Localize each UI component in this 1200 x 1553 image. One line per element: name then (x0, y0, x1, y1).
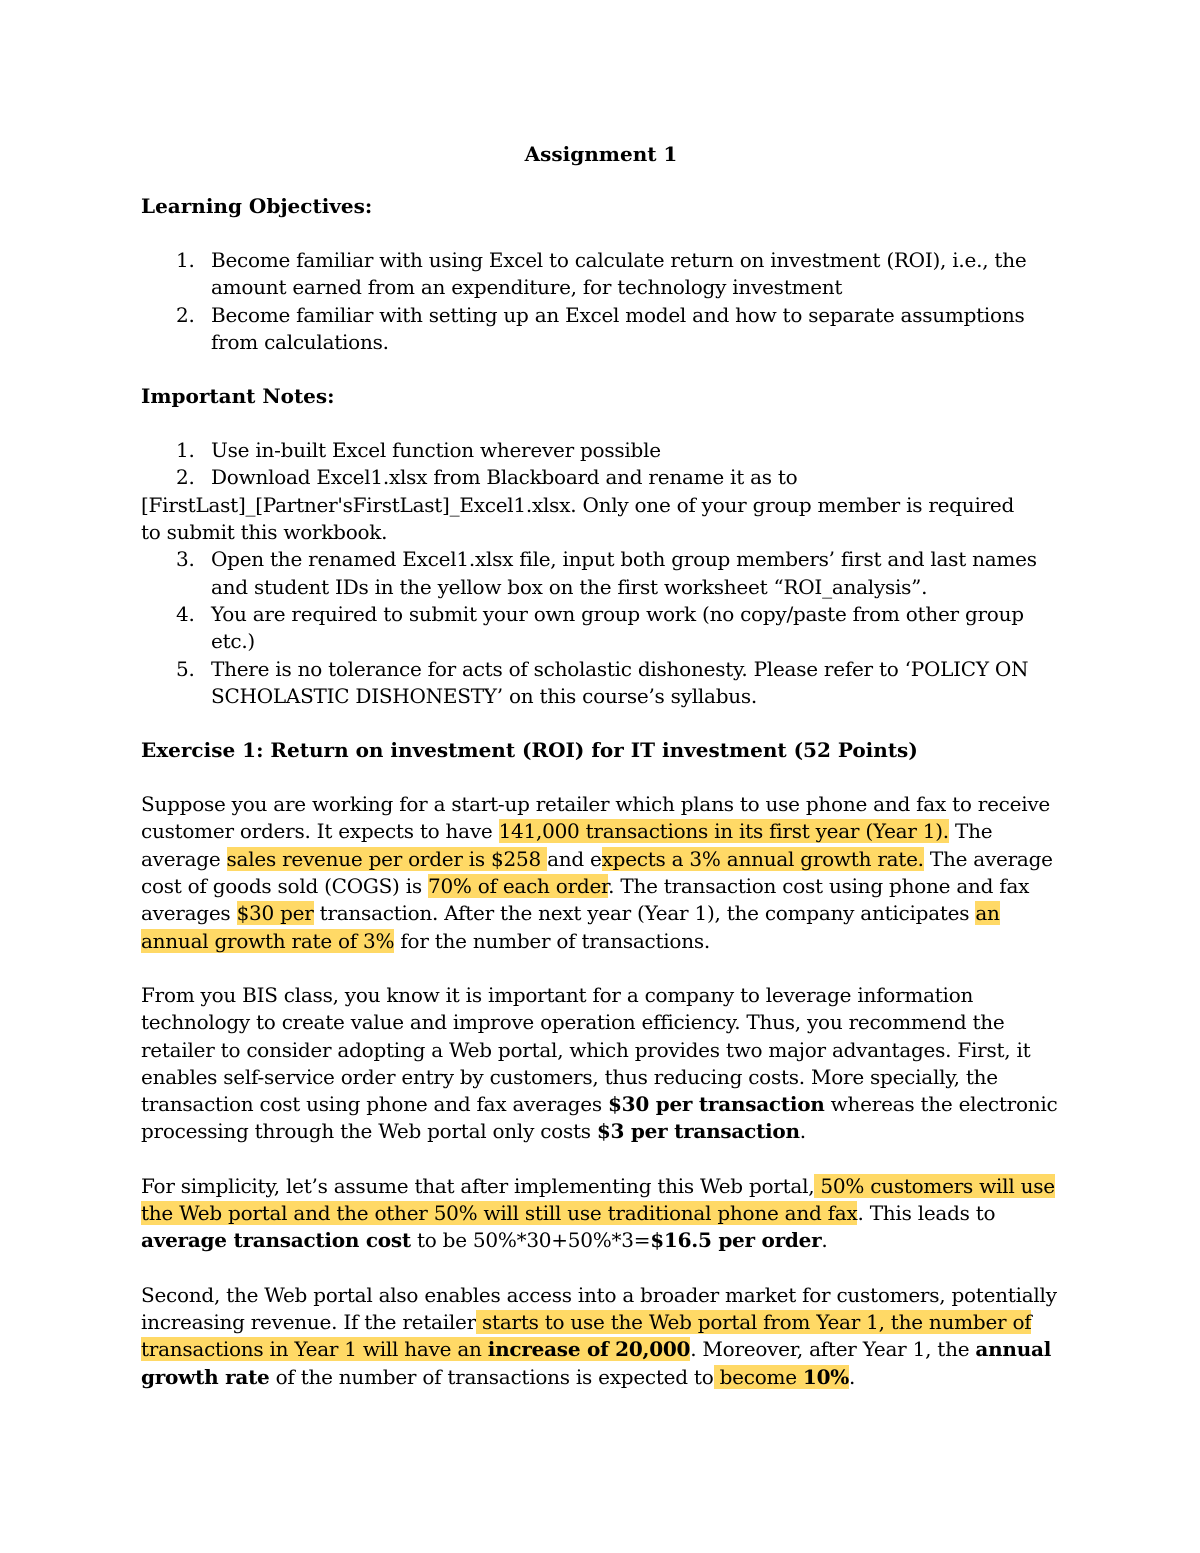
highlight: $30 per (236, 901, 314, 926)
notes-list-part-1 (141, 437, 1061, 492)
bold-text: $30 per transaction (608, 1092, 825, 1117)
page-title: Assignment 1 (524, 142, 678, 166)
list-item: 1. Become familiar with using Excel to calculate return on investment (ROI), i.e., the amount earned from an expenditure, for technology investment (176, 248, 1027, 300)
highlight: 50% customers will use the Web portal and the other 50% will still use traditional phone and fax (141, 1173, 1055, 1226)
important-notes-list (141, 437, 1061, 710)
exercise-paragraph-3: For simplicity, let’s assume that after implementing this Web portal, 50% customers will use the Web portal and the other 50% will still use traditional phone and fax. This leads to average transaction cost to be 50%*30+50%*3=$16.5 per order. (141, 1173, 1055, 1253)
list-item-continuation: to submit this workbook. (141, 520, 388, 545)
list-item: 3. Open the renamed Excel1.xlsx file, input both group members’ first and last names and student IDs in the yellow box on the first worksheet “ROI_analysis”. (176, 547, 1037, 599)
list-item: 1. Use in-built Excel function wherever possible (176, 438, 661, 463)
highlight: sales revenue per order is $258 (226, 846, 548, 871)
highlight: 70% of each order (427, 874, 609, 899)
bold-text: $3 per transaction (596, 1119, 800, 1144)
important-notes-heading: Important Notes: (141, 384, 335, 409)
list-item: 4. You are required to submit your own group work (no copy/paste from other group etc.) (176, 601, 1024, 654)
list-item: 5. There is no tolerance for acts of scholastic dishonesty. Please refer to ‘POLICY ON SCHOLASTIC DISHONESTY’ on this course’s syllabus. (176, 656, 1029, 708)
bold-text: $16.5 per order (650, 1228, 822, 1253)
exercise-heading: Exercise 1: Return on investment (ROI) for IT investment (52 Points) (141, 738, 918, 763)
highlight-bold: increase of 20,000 (487, 1337, 691, 1362)
highlight-bold: 10% (802, 1364, 849, 1389)
notes-list-part-2 (141, 546, 1061, 710)
exercise-paragraph-2: From you BIS class, you know it is important for a company to leverage information technology to create value and improve operation efficiency. Thus, you recommend the retailer to consider adopting a Web portal, which provides two major advantages. First, it enables self-service order entry by customers, thus reducing costs. More specially, the transaction cost using phone and fax averages $30 per transaction whereas the electronic processing through the Web portal only costs $3 per transaction. (141, 982, 1058, 1144)
bold-text: annual growth rate (141, 1337, 1052, 1389)
highlight: an annual growth rate of 3% (141, 901, 1000, 953)
learning-objectives-list (141, 247, 1061, 356)
list-item: 2. Download Excel1.xlsx from Blackboard and rename it as to (176, 465, 798, 490)
exercise-paragraph-1: Suppose you are working for a start-up retailer which plans to use phone and fax to receive customer orders. It expects to have 141,000 transactions in its first year (Year 1). The average sales revenue per order is $258 and expects a 3% annual growth rate. The average cost of goods sold (COGS) is 70% of each order. The transaction cost using phone and fax averages $30 per transaction. After the next year (Year 1), the company anticipates an annual growth rate of 3% for the number of transactions. (141, 792, 1053, 953)
document-body (141, 141, 1061, 1418)
learning-objectives-heading: Learning Objectives: (141, 194, 373, 218)
highlight: 141,000 transactions in its first year (Year 1). (498, 819, 949, 844)
exercise-paragraph-4: Second, the Web portal also enables access into a broader market for customers, potentially increasing revenue. If the retailer starts to use the Web portal from Year 1, the number of transactions in Year 1 will have an increase of 20,000. Moreover, after Year 1, the annual growth rate of the number of transactions is expected to become 10%. (141, 1282, 1057, 1389)
highlight: starts to use the Web portal from Year 1, the number of transactions in Year 1 will have an (141, 1309, 1032, 1362)
list-item-continuation: [FirstLast]_[Partner'sFirstLast]_Excel1.xlsx. Only one of your group member is required (141, 492, 1015, 517)
list-item: 2. Become familiar with setting up an Excel model and how to separate assumptions from calculations. (176, 302, 1025, 354)
highlight: become (713, 1364, 803, 1389)
bold-text: average transaction cost (141, 1228, 411, 1253)
highlight: xpects a 3% annual growth rate. (601, 846, 924, 871)
